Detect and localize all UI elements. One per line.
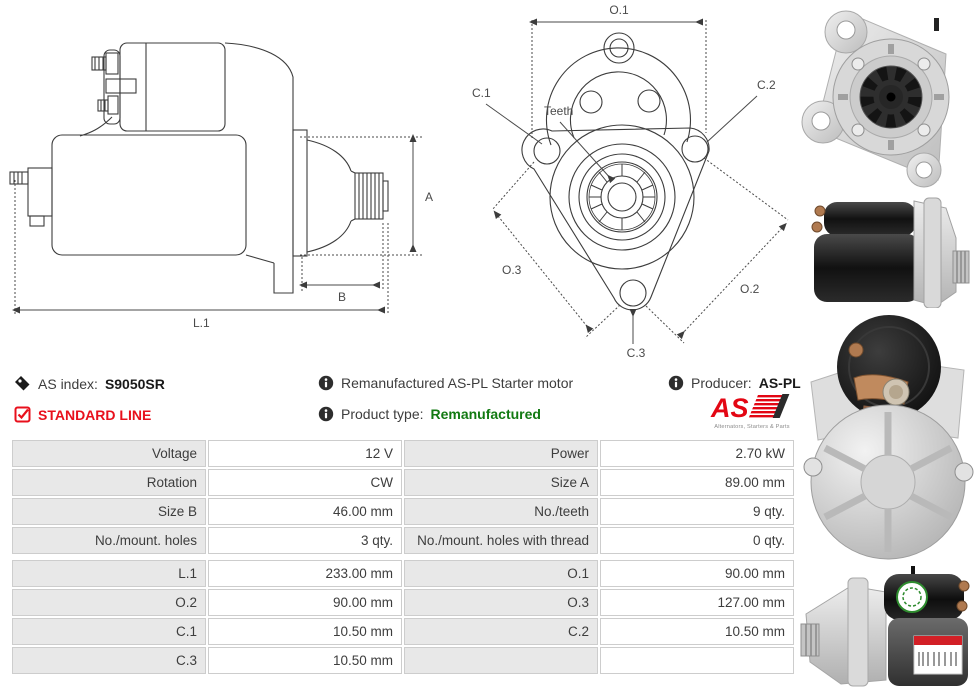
description-row (318, 375, 573, 391)
spec-value: 12 V (208, 440, 402, 467)
starter-side-alt-photo (796, 566, 976, 692)
info-icon (668, 375, 684, 391)
as-pl-logo (710, 390, 794, 434)
dim-label-a: A (425, 190, 434, 204)
side-view-drawing (0, 5, 455, 365)
dim-label-c1: C.1 (472, 86, 491, 100)
table-row (12, 647, 794, 674)
info-icon (318, 406, 334, 422)
spec-value (600, 647, 794, 674)
dim-label-b: B (338, 290, 347, 304)
logo-stripes (749, 394, 790, 418)
teeth-label: Teeth (544, 104, 574, 118)
product-photos-column (796, 0, 976, 692)
spec-label (404, 647, 598, 674)
table-row (12, 618, 794, 645)
spec-value: 10.50 mm (600, 618, 794, 645)
starter-side-outline (10, 43, 388, 293)
table-row (12, 527, 794, 554)
spec-label: No./mount. holes (12, 527, 206, 554)
starter-side-photo (796, 196, 976, 308)
spec-value: 127.00 mm (600, 589, 794, 616)
spec-value: 2.70 kW (600, 440, 794, 467)
spec-value: 10.50 mm (208, 647, 402, 674)
table-row (12, 589, 794, 616)
spec-value: 3 qty. (208, 527, 402, 554)
product-type-label: Product type: (341, 406, 424, 422)
logo-tagline: Alternators, Starters & Parts (714, 424, 790, 430)
table-row (12, 498, 794, 525)
product-type-value: Remanufactured (430, 406, 541, 422)
product-description: Remanufactured AS-PL Starter motor (341, 375, 574, 391)
spec-value: CW (208, 469, 402, 496)
dim-label-o2: O.2 (740, 282, 760, 296)
as-index-row (14, 375, 165, 392)
dim-label-c3: C.3 (626, 346, 646, 360)
spec-label: C.2 (404, 618, 598, 645)
spec-label: Rotation (12, 469, 206, 496)
table-row (12, 469, 794, 496)
spec-label: No./mount. holes with thread (404, 527, 598, 554)
product-type-row (318, 406, 541, 422)
spec-value: 0 qty. (600, 527, 794, 554)
standard-line-badge: STANDARD LINE (38, 406, 152, 423)
tag-icon (14, 375, 31, 392)
starter-front-outline (522, 33, 709, 310)
as-index-value: S9050SR (104, 375, 165, 392)
dim-label-l1: L.1 (193, 316, 210, 330)
spec-value: 9 qty. (600, 498, 794, 525)
dim-label-c2: C.2 (757, 78, 776, 92)
spec-table (10, 438, 796, 676)
spec-label: C.3 (12, 647, 206, 674)
side-view-dimension-lines (15, 137, 422, 315)
info-icon (318, 375, 334, 391)
spec-label: L.1 (12, 560, 206, 587)
spec-label: No./teeth (404, 498, 598, 525)
spec-value: 90.00 mm (208, 589, 402, 616)
spec-label: C.1 (12, 618, 206, 645)
spec-value: 10.50 mm (208, 618, 402, 645)
spec-label: O.3 (404, 589, 598, 616)
table-row (12, 440, 794, 467)
spec-table-section-2 (10, 558, 796, 676)
spec-value: 89.00 mm (600, 469, 794, 496)
starter-front-flange-photo (796, 2, 976, 190)
front-view-drawing (452, 0, 802, 370)
logo-text: AS (711, 393, 749, 423)
as-index-label: AS index: (38, 375, 98, 392)
spec-label: O.1 (404, 560, 598, 587)
producer-label: Producer: (691, 375, 752, 391)
table-row (12, 560, 794, 587)
spec-label: Size B (12, 498, 206, 525)
spec-value: 233.00 mm (208, 560, 402, 587)
producer-row (668, 375, 801, 391)
dim-label-o1: O.1 (609, 3, 629, 17)
checked-checkbox-icon (14, 406, 31, 423)
standard-line-row (14, 406, 151, 423)
dim-label-o3: O.3 (502, 263, 522, 277)
spec-label: Voltage (12, 440, 206, 467)
spec-value: 90.00 mm (600, 560, 794, 587)
spec-label: Power (404, 440, 598, 467)
spec-value: 46.00 mm (208, 498, 402, 525)
spec-label: Size A (404, 469, 598, 496)
starter-solenoid-rear-photo (796, 312, 976, 562)
spec-table-section-1 (10, 438, 796, 556)
producer-value: AS-PL (758, 375, 801, 391)
spec-label: O.2 (12, 589, 206, 616)
